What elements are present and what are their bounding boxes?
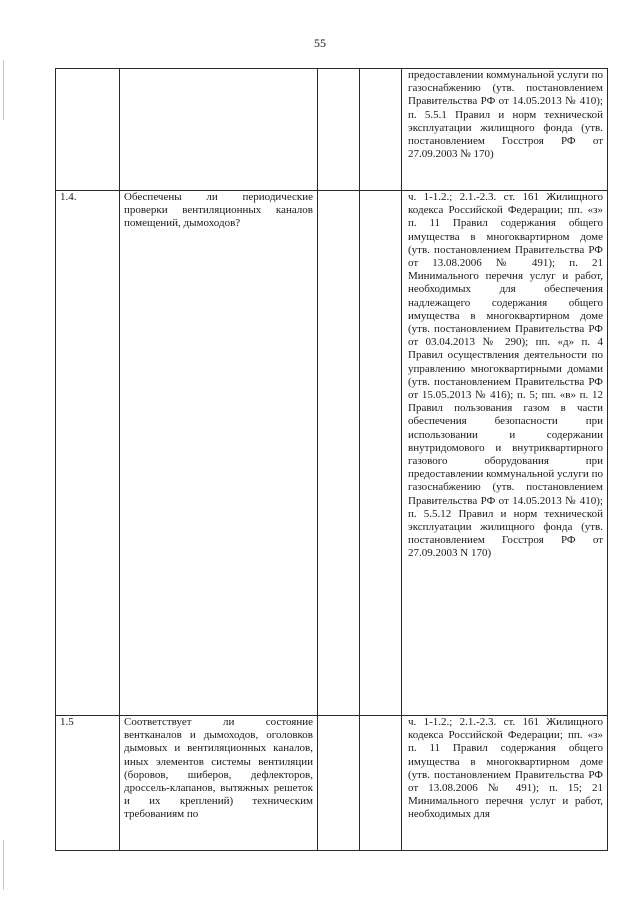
answer-no-cell: [360, 69, 402, 191]
row-number-cell: [56, 716, 120, 851]
scan-edge-mark-bottom: [3, 840, 4, 890]
legal-basis-text: предоставлении коммунальной услуги по газоснабжению (утв. постановлением Правительства РФ от 14.05.2013 № 410); п. 5.5.1 Правил и норм технической эксплуатации жилищного фонда (утв. постановлением Госстроя РФ от 27.09.2003 № 170): [408, 69, 603, 161]
inspection-checklist-table: [55, 68, 608, 851]
table-row-1-5: [56, 716, 608, 851]
legal-basis-cell: [402, 716, 608, 851]
legal-basis-cell: [402, 191, 608, 716]
row-number: 1.5: [60, 716, 74, 728]
table-row-1-4: [56, 191, 608, 716]
question-text: Обеспечены ли периодические проверки вентиляционных каналов помещений, дымоходов?: [124, 191, 313, 230]
row-number-cell: [56, 191, 120, 716]
question-cell: [120, 191, 318, 716]
question-text: Соответствует ли состояние вентканалов и дымоходов, оголовков дымовых и вентиляционных каналов, иных элементов системы вентиляции (боровов, шиберов, дефлекторов, дроссель-клапанов, вытяжных решеток и их креплений) техническим требованиям по: [124, 716, 313, 821]
answer-yes-cell: [318, 716, 360, 851]
question-cell: [120, 716, 318, 851]
answer-no-cell: [360, 191, 402, 716]
answer-yes-cell: [318, 69, 360, 191]
legal-basis-cell: [402, 69, 608, 191]
row-number: 1.4.: [60, 191, 77, 203]
row-number-cell: [56, 69, 120, 191]
legal-basis-text: ч. 1-1.2.; 2.1.-2.3. ст. 161 Жилищного кодекса Российской Федерации; пп. «з» п. 11 Правил содержания общего имущества в многоквартирном доме (утв. постановлением Правительства РФ от 13.08.2006 № 491); п. 21 Минимального перечня услуг и работ, необходимых для обеспечения надлежащего содержания общего имущества в многоквартирном доме (утв. постановлением Правительства РФ от 03.04.2013 № 290); пп. «д» п. 4 Правил осуществления деятельности по управлению многоквартирными домами (утв. постановлением Правительства РФ от 15.05.2013 № 416); п. 5; пп. «в» п. 12 Правил пользования газом в части обеспечения безопасности при использовании и содержании внутридомового и внутриквартирного газового оборудования при предоставлении коммунальной услуги по газоснабжению (утв. постановлением Правительства РФ от 14.05.2013 № 410); п. 5.5.12 Правил и норм технической эксплуатации жилищного фонда (утв. постановлением Госстроя РФ от 27.09.2003 N 170): [408, 191, 603, 560]
table-row-continuation: [56, 69, 608, 191]
question-cell: [120, 69, 318, 191]
answer-no-cell: [360, 716, 402, 851]
answer-yes-cell: [318, 191, 360, 716]
scan-edge-mark-top: [3, 60, 4, 120]
legal-basis-text: ч. 1-1.2.; 2.1.-2.3. ст. 161 Жилищного кодекса Российской Федерации; пп. «з» п. 11 Правил содержания общего имущества в многоквартирном доме (утв. постановлением Правительства РФ от 13.08.2006 № 491); п. 15; 21 Минимального перечня услуг и работ, необходимых для: [408, 716, 603, 821]
page-number: 55: [314, 36, 326, 50]
